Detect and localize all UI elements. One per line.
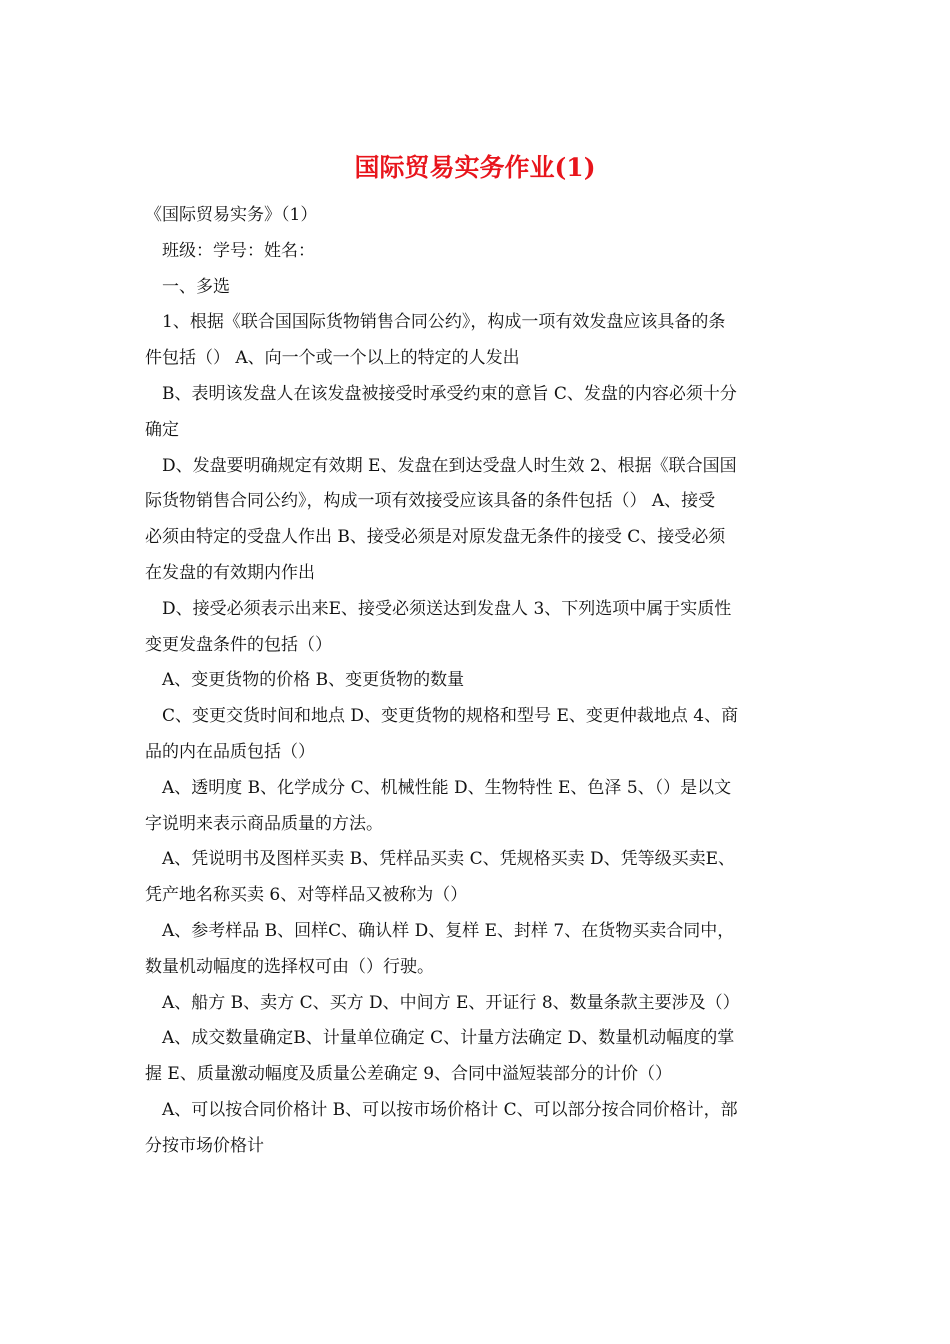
- text-line: 际货物销售合同公约》，构成一项有效接受应该具备的条件包括（） A、接受: [145, 491, 716, 512]
- text-line: 《国际贸易实务》（1）: [145, 205, 318, 225]
- document-body: [145, 198, 810, 1165]
- text-line: 必须由特定的受盘人作出 B、接受必须是对原发盘无条件的接受 C、接受必须: [145, 527, 726, 548]
- text-line: A、凭说明书及图样买卖 B、凭样品买卖 C、凭规格买卖 D、凭等级买卖E、: [162, 849, 736, 870]
- text-line: B、表明该发盘人在该发盘被接受时承受约束的意旨 C、发盘的内容必须十分: [162, 383, 737, 404]
- text-line: A、参考样品 B、回样C、确认样 D、复样 E、封样 7、在货物买卖合同中，: [162, 920, 735, 941]
- text-line: 分按市场价格计: [145, 1135, 264, 1156]
- text-line: 字说明来表示商品质量的方法。: [145, 813, 383, 834]
- text-line: A、变更货物的价格 B、变更货物的数量: [162, 670, 465, 691]
- text-line: A、成交数量确定B、计量单位确定 C、计量方法确定 D、数量机动幅度的掌: [162, 1028, 735, 1049]
- text-line: 数量机动幅度的选择权可由（）行驶。: [145, 956, 434, 977]
- text-line: 在发盘的有效期内作出: [145, 562, 315, 583]
- text-line: 确定: [145, 419, 179, 440]
- text-line: 班级：学号：姓名：: [162, 240, 315, 261]
- text-line: 件包括（） A、向一个或一个以上的特定的人发出: [145, 348, 520, 369]
- text-line: 一、多选: [162, 276, 230, 297]
- text-line: 品的内在品质包括（）: [145, 741, 315, 762]
- text-line: A、可以按合同价格计 B、可以按市场价格计 C、可以部分按合同价格计，部: [162, 1099, 738, 1120]
- text-line: D、接受必须表示出来E、接受必须送达到发盘人 3、下列选项中属于实质性: [162, 598, 732, 619]
- text-line: 1、根据《联合国国际货物销售合同公约》，构成一项有效发盘应该具备的条: [162, 312, 726, 333]
- text-line: 凭产地名称买卖 6、对等样品又被称为（）: [145, 885, 468, 906]
- text-line: C、变更交货时间和地点 D、变更货物的规格和型号 E、变更仲裁地点 4、商: [162, 706, 739, 727]
- text-line: 握 E、质量激动幅度及质量公差确定 9、合同中溢短装部分的计价（）: [145, 1064, 673, 1085]
- text-line: D、发盘要明确规定有效期 E、发盘在到达受盘人时生效 2、根据《联合国国: [162, 455, 737, 476]
- text-line: A、透明度 B、化学成分 C、机械性能 D、生物特性 E、色泽 5、（）是以文: [162, 777, 732, 798]
- text-line: A、船方 B、卖方 C、买方 D、中间方 E、开证行 8、数量条款主要涉及（）: [162, 992, 740, 1013]
- document-title: 国际贸易实务作业(1): [354, 153, 596, 182]
- text-line: 变更发盘条件的包括（）: [145, 634, 332, 655]
